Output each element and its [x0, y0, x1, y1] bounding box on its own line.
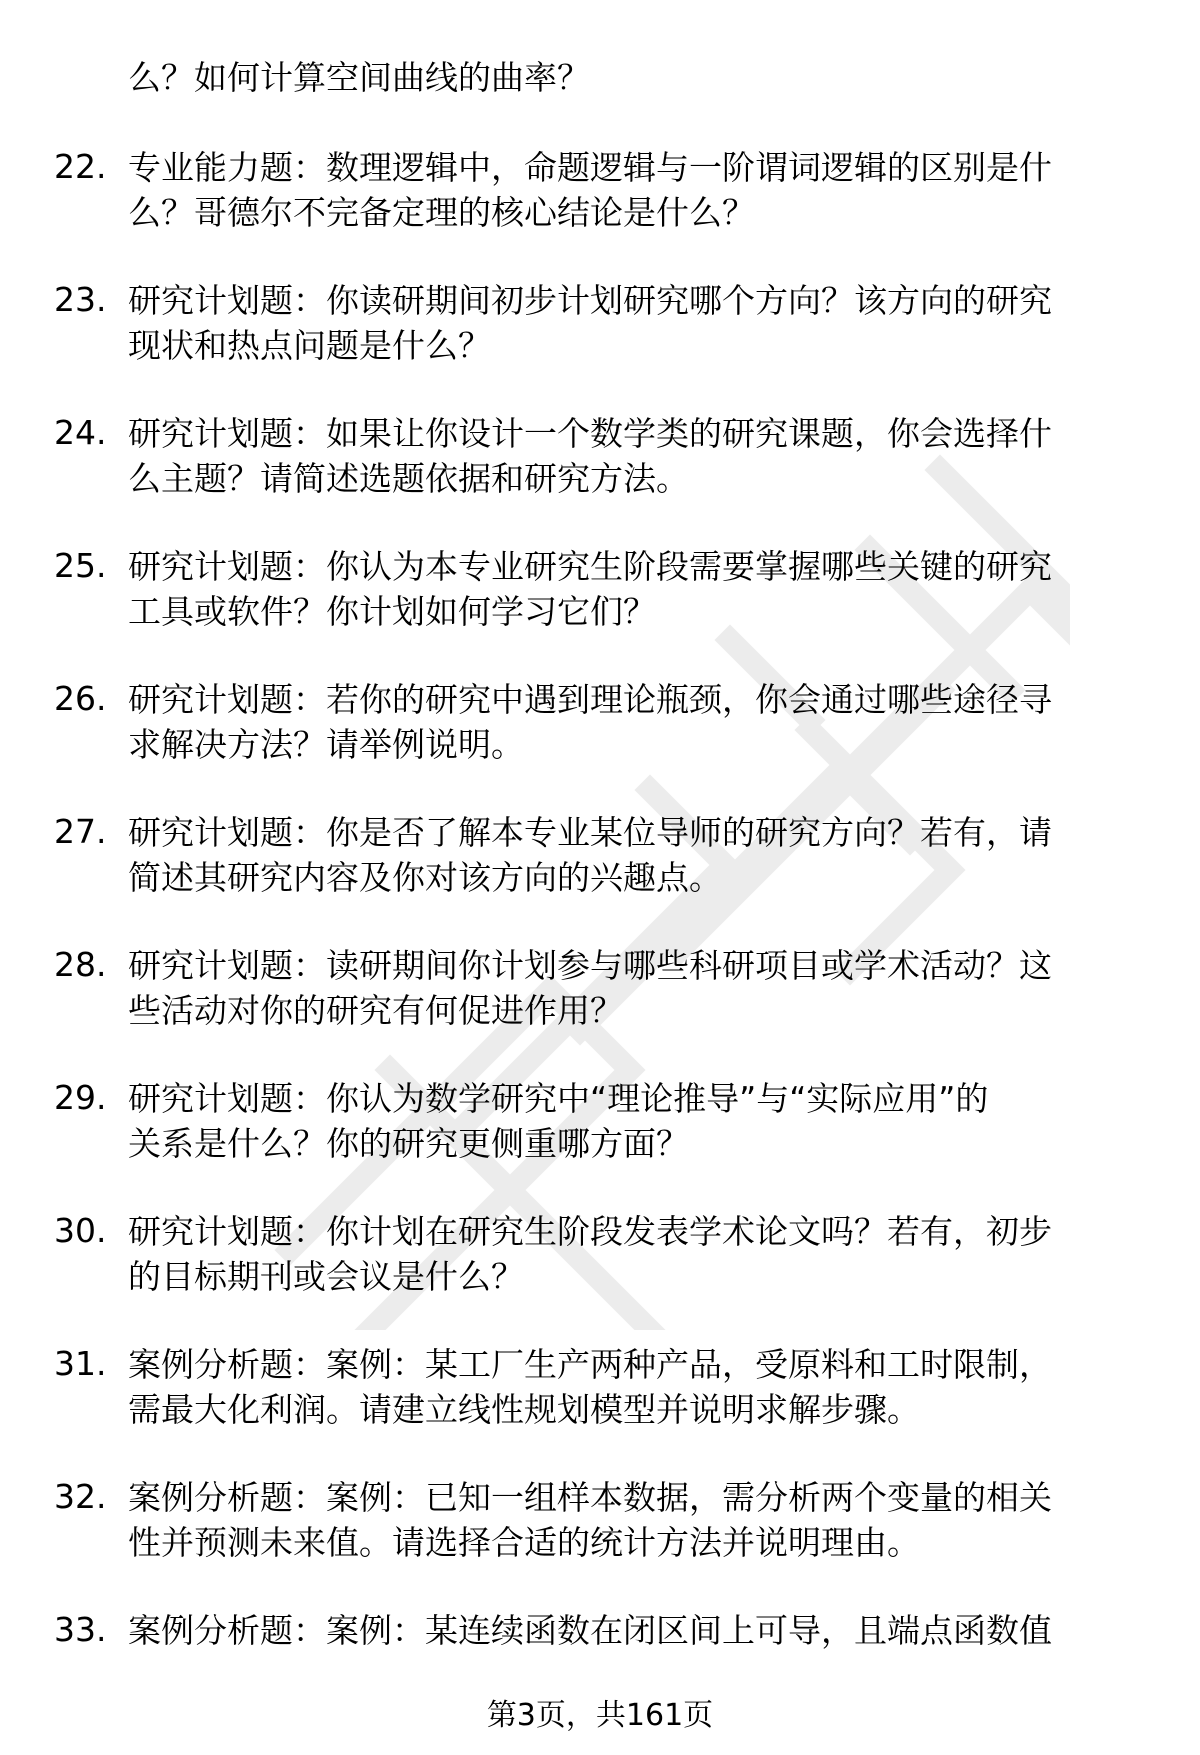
question-line: 案例分析题：案例：某工厂生产两种产品，受原料和工时限制，: [128, 1345, 1052, 1384]
question-text: [128, 1608, 1148, 1653]
question-text: [128, 145, 1148, 235]
question-number: 25.: [54, 546, 107, 585]
question-line: 研究计划题：读研期间你计划参与哪些科研项目或学术活动？这: [128, 946, 1052, 985]
question-item-24: [0, 411, 1200, 544]
question-line: 研究计划题：你读研期间初步计划研究哪个方向？该方向的研究: [128, 281, 1052, 320]
question-text: [128, 278, 1148, 368]
question-line: 求解决方法？请举例说明。: [128, 725, 524, 764]
question-number: 33.: [54, 1610, 107, 1649]
question-line: 需最大化利润。请建立线性规划模型并说明求解步骤。: [128, 1390, 920, 1429]
question-line: 的目标期刊或会议是什么？: [128, 1257, 524, 1296]
question-item-22: [0, 145, 1200, 278]
question-line: 现状和热点问题是什么？: [128, 326, 491, 365]
question-line: 案例分析题：案例：已知一组样本数据，需分析两个变量的相关: [128, 1478, 1052, 1517]
question-text: [128, 1475, 1148, 1565]
question-text: [128, 411, 1148, 501]
question-text: [128, 1209, 1148, 1299]
question-line: 研究计划题：你认为本专业研究生阶段需要掌握哪些关键的研究: [128, 547, 1052, 586]
question-text: [128, 943, 1148, 1033]
question-item-23: [0, 278, 1200, 411]
question-text: [128, 544, 1148, 634]
question-line: 性并预测未来值。请选择合适的统计方法并说明理由。: [128, 1523, 920, 1562]
question-item-27: [0, 810, 1200, 943]
question-text: [128, 1342, 1148, 1432]
question-number: 32.: [54, 1477, 107, 1516]
question-item-32: [0, 1475, 1200, 1608]
question-item-31: [0, 1342, 1200, 1475]
question-text: [128, 1076, 1148, 1166]
question-item-29: [0, 1076, 1200, 1209]
question-line: 关系是什么？你的研究更侧重哪方面？: [128, 1124, 689, 1163]
page-footer: 第3页，共161页: [486, 1698, 714, 1733]
question-item-28: [0, 943, 1200, 1076]
question-line: 案例分析题：案例：某连续函数在闭区间上可导，且端点函数值: [128, 1611, 1052, 1650]
question-line: 研究计划题：你认为数学研究中“理论推导”与“实际应用”的: [128, 1079, 989, 1118]
question-line: 研究计划题：若你的研究中遇到理论瓶颈，你会通过哪些途径寻: [128, 680, 1052, 719]
question-item-26: [0, 677, 1200, 810]
question-line: 简述其研究内容及你对该方向的兴趣点。: [128, 858, 722, 897]
question-item-25: [0, 544, 1200, 677]
question-text: [128, 677, 1148, 767]
question-number: 27.: [54, 812, 107, 851]
question-line: 些活动对你的研究有何促进作用？: [128, 991, 623, 1030]
question-number: 24.: [54, 413, 107, 452]
question-number: 29.: [54, 1078, 107, 1117]
continued-text-line: 么？如何计算空间曲线的曲率？: [128, 58, 590, 97]
question-number: 22.: [54, 147, 107, 186]
question-number: 30.: [54, 1211, 107, 1250]
question-number: 26.: [54, 679, 107, 718]
question-line: 么？哥德尔不完备定理的核心结论是什么？: [128, 193, 755, 232]
question-line: 专业能力题：数理逻辑中，命题逻辑与一阶谓词逻辑的区别是什: [128, 148, 1052, 187]
question-number: 31.: [54, 1344, 107, 1383]
question-item-30: [0, 1209, 1200, 1342]
question-line: 工具或软件？你计划如何学习它们？: [128, 592, 656, 631]
question-line: 研究计划题：你计划在研究生阶段发表学术论文吗？若有，初步: [128, 1212, 1052, 1251]
question-line: 研究计划题：你是否了解本专业某位导师的研究方向？若有，请: [128, 813, 1052, 852]
question-text: [128, 810, 1148, 900]
question-number: 23.: [54, 280, 107, 319]
question-line: 么主题？请简述选题依据和研究方法。: [128, 459, 689, 498]
question-number: 28.: [54, 945, 107, 984]
question-list: [0, 145, 1200, 1741]
question-line: 研究计划题：如果让你设计一个数学类的研究课题，你会选择什: [128, 414, 1052, 453]
